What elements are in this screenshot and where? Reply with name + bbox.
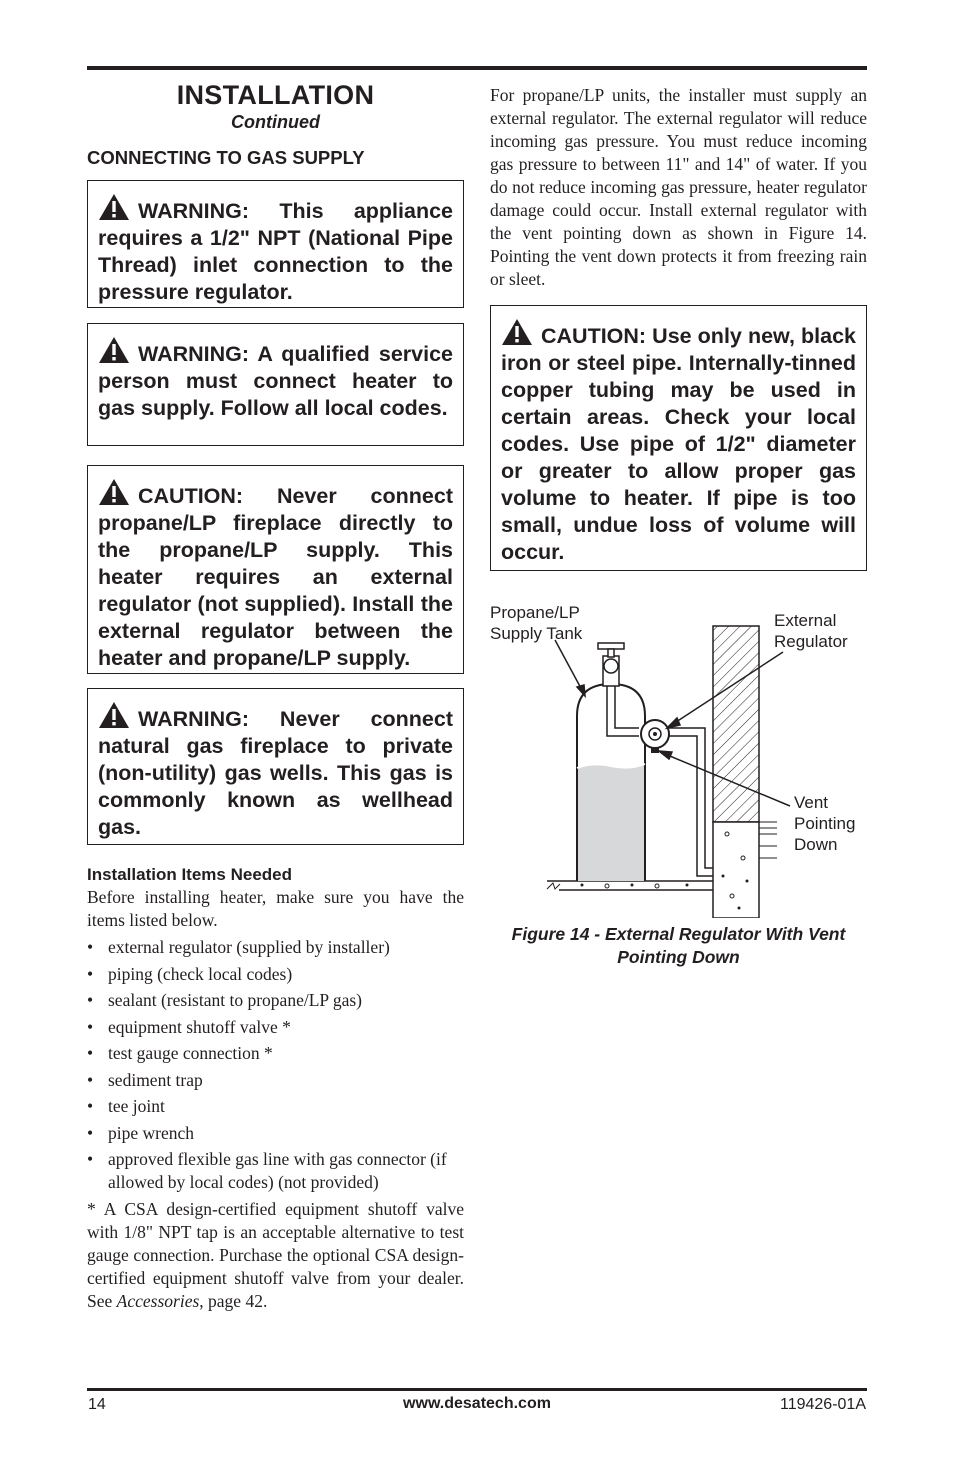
subsection-heading: CONNECTING TO GAS SUPPLY bbox=[87, 147, 365, 168]
warning-triangle-icon bbox=[98, 478, 130, 506]
label-tank-line2: Supply Tank bbox=[490, 624, 583, 643]
list-item: • approved flexible gas line with gas connector (if allowed by local codes) (not provided) bbox=[87, 1149, 447, 1192]
figure-caption-line2: Pointing Down bbox=[617, 947, 740, 967]
installation-items-section bbox=[87, 864, 464, 1313]
propane-tank bbox=[577, 643, 645, 881]
list-item: • external regulator (supplied by installer) bbox=[87, 937, 390, 957]
warning-triangle-icon bbox=[98, 701, 130, 729]
footnote: * A CSA design-certified equipment shutoff valve with 1/8" NPT tap is an acceptable alternative to test gauge connection. Purchase the optional CSA design-certified equipment shutoff valve from your dealer. See Accessories, page 42. bbox=[87, 1198, 464, 1311]
warning-box-wellhead-text: WARNING: Never connect natural gas fireplace to private (non-utility) gas wells. This gas is commonly known as wellhead gas. bbox=[98, 707, 453, 839]
ground-slab bbox=[547, 881, 713, 890]
caution-box-pipe bbox=[490, 305, 867, 571]
top-rule bbox=[87, 66, 867, 70]
label-tank-line1: Propane/LP bbox=[490, 603, 580, 622]
figure-14-diagram bbox=[487, 596, 872, 918]
website-link[interactable]: www.desatech.com bbox=[403, 1395, 551, 1412]
warning-box-qualified bbox=[87, 323, 464, 446]
list-item: • tee joint bbox=[87, 1096, 165, 1116]
label-vent-line3: Down bbox=[794, 835, 838, 854]
list-item: • piping (check local codes) bbox=[87, 963, 293, 984]
list-item: • sediment trap bbox=[87, 1069, 203, 1090]
right-column bbox=[490, 84, 867, 571]
label-vent-line2: Pointing bbox=[794, 814, 856, 833]
list-item: • test gauge connection * bbox=[87, 1043, 273, 1063]
label-regulator-line1: External bbox=[774, 611, 837, 630]
label-vent-line1: Vent bbox=[794, 793, 829, 812]
caution-box-propane-text: CAUTION: Never connect propane/LP fireplace directly to the propane/LP supply. This heater requires an external regulator (not supplied). Install the external regulator between the heater and propane/LP supply. bbox=[98, 484, 453, 670]
bottom-rule bbox=[87, 1388, 867, 1391]
house-wall bbox=[713, 626, 777, 918]
warning-box-wellhead bbox=[87, 688, 464, 845]
warning-triangle-icon bbox=[501, 318, 533, 346]
warning-box-npt bbox=[87, 180, 464, 308]
section-subtitle: Continued bbox=[231, 112, 320, 132]
warning-triangle-icon bbox=[98, 336, 130, 364]
warning-triangle-icon bbox=[98, 193, 130, 221]
section-title: INSTALLATION bbox=[176, 80, 375, 110]
installation-items-list bbox=[87, 936, 464, 1194]
figure-caption-line1: Figure 14 - External Regulator With Vent bbox=[511, 924, 846, 944]
accessories-reference: Accessories bbox=[116, 1290, 200, 1311]
list-item: • pipe wrench bbox=[87, 1122, 195, 1143]
document-number: 119426-01A bbox=[780, 1396, 866, 1413]
list-item: • sealant (resistant to propane/LP gas) bbox=[87, 990, 362, 1010]
figure-caption bbox=[490, 923, 867, 969]
propane-paragraph: For propane/LP units, the installer must supply an external regulator. The external regulator will reduce incoming gas pressure. You must reduce incoming gas pressure to between 11" and 14" of water. If you do not reduce incoming gas pressure, heater regulator damage could occur. Install external regulator with the vent pointing down as shown in Figure 14. Pointing the vent down protects it from freezing rain or sleet. bbox=[490, 85, 867, 289]
installation-items-heading: Installation Items Needed bbox=[87, 865, 292, 884]
label-regulator-line2: Regulator bbox=[774, 632, 848, 651]
page-number: 14 bbox=[88, 1396, 106, 1413]
warning-box-npt-text: WARNING: This appliance requires a 1/2" NPT (National Pipe Thread) inlet connection to the pressure regulator. bbox=[98, 199, 453, 304]
caution-box-propane bbox=[87, 465, 464, 674]
warning-box-qualified-text: WARNING: A qualified service person must connect heater to gas supply. Follow all local codes. bbox=[98, 342, 453, 420]
installation-items-intro: Before installing heater, make sure you have the items listed below. bbox=[87, 887, 464, 930]
list-item: • equipment shutoff valve * bbox=[87, 1016, 291, 1037]
left-column bbox=[87, 80, 464, 1313]
caution-box-pipe-text: CAUTION: Use only new, black iron or steel pipe. Internally-tinned copper tubing may be used in certain areas. Check your local codes. Use pipe of 1/2" diameter or greater to allow proper gas volume to heater. If pipe is too small, undue loss of volume will occur. bbox=[501, 324, 856, 564]
